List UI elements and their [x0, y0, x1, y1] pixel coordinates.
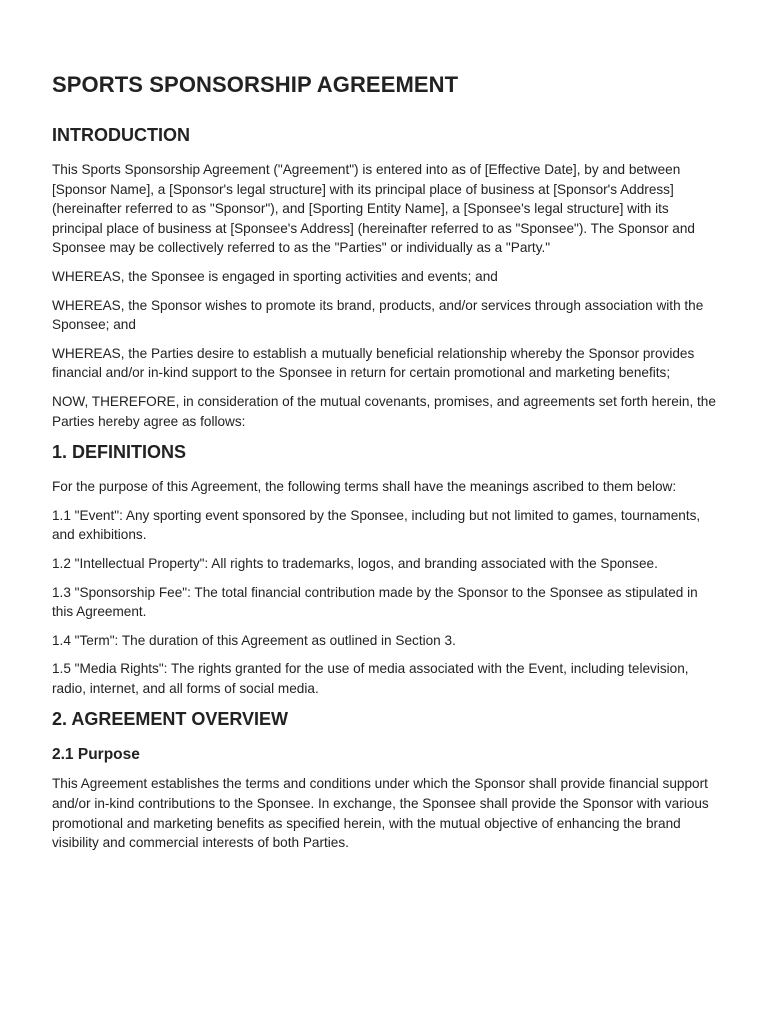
definition-item: 1.1 "Event": Any sporting event sponsored by the Sponsee, including but not limited to games, tournaments, and exhibitions. — [52, 507, 701, 543]
section-heading-agreement-overview: 2. AGREEMENT OVERVIEW — [52, 709, 289, 730]
whereas-paragraph: WHEREAS, the Sponsee is engaged in sporting activities and events; and — [52, 268, 498, 284]
section-heading-definitions: 1. DEFINITIONS — [52, 442, 187, 463]
intro-paragraph: This Sports Sponsorship Agreement ("Agreement") is entered into as of [Effective Date], by and between [Sponsor Name], a [Sponsor's legal structure] with its principal place of business at [Sponsor's Address] (hereinafter referred to as "Sponsor"), and [Sporting Entity Name], a [Sponsee's legal structure] with its principal place of business at [Sponsee's Address] (hereinafter referred to as "Sponsee"). The Sponsor and Sponsee may be collectively referred to as the "Parties" or individually as a "Party." — [52, 162, 695, 256]
now-therefore-paragraph: NOW, THEREFORE, in consideration of the mutual covenants, promises, and agreements set forth herein, the Parties hereby agree as follows: — [52, 393, 716, 429]
section-heading-introduction: INTRODUCTION — [52, 125, 190, 145]
definitions-intro-paragraph: For the purpose of this Agreement, the following terms shall have the meanings ascribed to them below: — [52, 479, 677, 495]
definition-item: 1.3 "Sponsorship Fee": The total financial contribution made by the Sponsor to the Sponsee as stipulated in this Agreement. — [52, 584, 698, 620]
subsection-heading-purpose: 2.1 Purpose — [52, 746, 140, 764]
definition-item: 1.5 "Media Rights": The rights granted for the use of media associated with the Event, including television, radio, internet, and all forms of social media. — [52, 661, 689, 696]
whereas-paragraph: WHEREAS, the Sponsor wishes to promote its brand, products, and/or services through association with the Sponsee; and — [52, 297, 704, 333]
whereas-paragraph: WHEREAS, the Parties desire to establish a mutually beneficial relationship whereby the Sponsor provides financial and/or in-kind support to the Sponsee in return for certain promotional and marketing benefits; — [52, 345, 695, 381]
definition-item: 1.2 "Intellectual Property": All rights to trademarks, logos, and branding associated with the Sponsee. — [52, 555, 658, 571]
document-title: SPORTS SPONSORSHIP AGREEMENT — [52, 72, 459, 97]
definition-item: 1.4 "Term": The duration of this Agreement as outlined in Section 3. — [52, 632, 456, 648]
purpose-paragraph: This Agreement establishes the terms and conditions under which the Sponsor shall provide financial support and/or in-kind contributions to the Sponsee. In exchange, the Sponsee shall provide the Sponsor with various promotional and marketing benefits as specified herein, with the mutual objective of enhancing the brand visibility and commercial interests of both Parties. — [52, 776, 709, 851]
